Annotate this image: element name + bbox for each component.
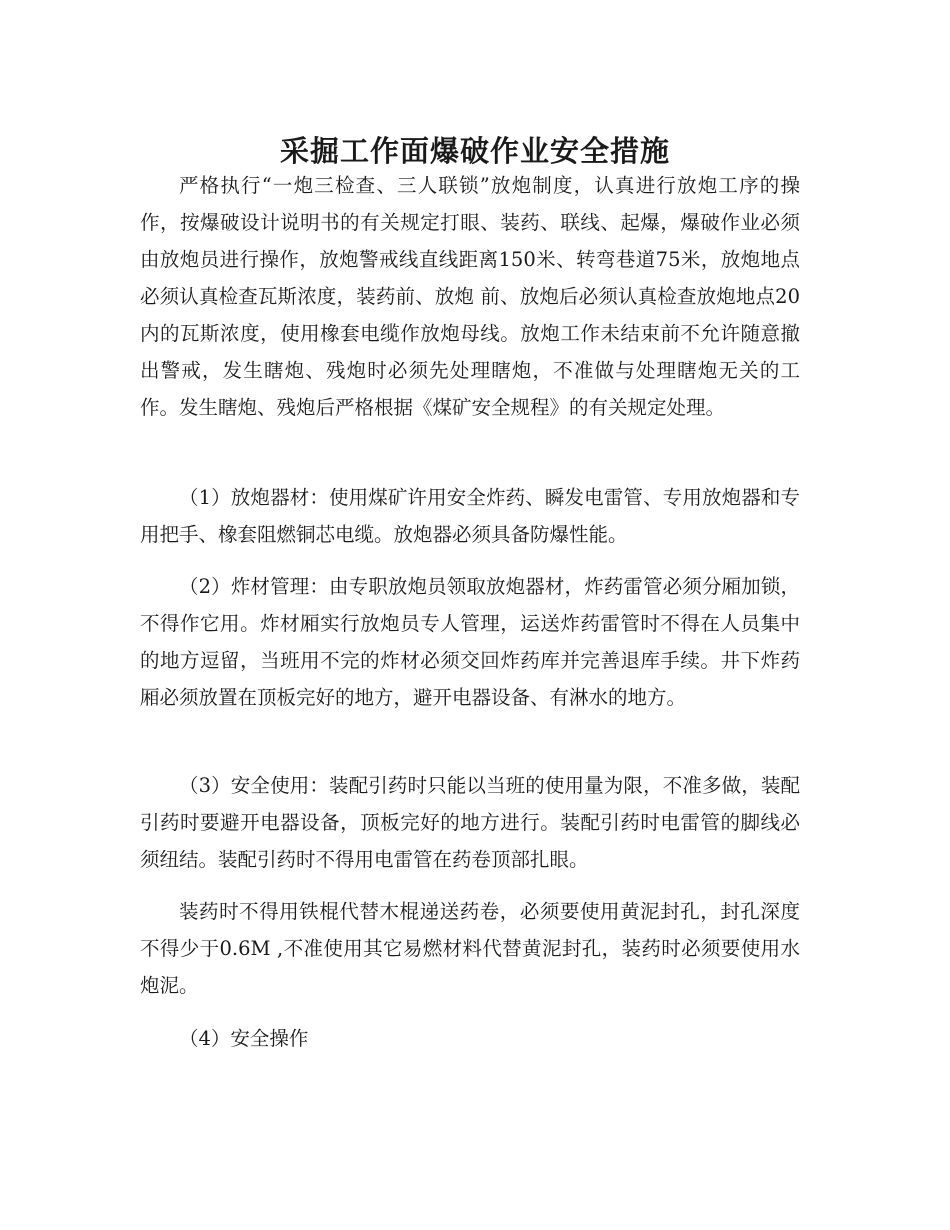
paragraph-blasting-equipment: （1）放炮器材：使用煤矿许用安全炸药、瞬发电雷管、专用放炮器和专用把手、橡套阻燃铜芯电缆。放炮器必须具备防爆性能。 [140,486,800,546]
paragraph-safe-use: （3）安全使用：装配引药时只能以当班的使用量为限，不准多做，装配引药时要避开电器设备，顶板完好的地方进行。装配引药时电雷管的脚线必须纽结。装配引药时不得用电雷管在药卷顶部扎眼。 [140,774,800,871]
paragraph-charging: 装药时不得用铁棍代替木棍递送药卷，必须要使用黄泥封孔，封孔深度不得少于0.6M ,不准使用其它易燃材料代替黄泥封孔，装药时必须要使用水炮泥。 [140,900,800,997]
paragraph-safe-operation-heading: （4）安全操作 [179,1027,309,1050]
document-title: 采掘工作面爆破作业安全措施 [279,134,670,169]
paragraph-blasting-system: 严格执行“一炮三检查、三人联锁”放炮制度，认真进行放炮工序的操作，按爆破设计说明书的有关规定打眼、装药、联线、起爆，爆破作业必须由放炮员进行操作，放炮警戒线直线距离150米、转弯巷道75米，放炮地点必须认真检查瓦斯浓度，装药前、放炮 前、放炮后必须认真检查放炮地点20内的瓦斯浓度，使用橡套电缆作放炮母线。放炮工作未结束前不允许随意撤出警戒，发生瞎炮、残炮时必须先处理瞎炮，不准做与处理瞎炮无关的工作。发生瞎炮、残炮后严格根据《煤矿安全规程》的有关规定处理。 [140,174,800,419]
paragraph-explosive-management: （2）炸材管理：由专职放炮员领取放炮器材，炸药雷管必须分厢加锁，不得作它用。炸材厢实行放炮员专人管理，运送炸药雷管时不得在人员集中的地方逗留，当班用不完的炸材必须交回炸药库并完善退库手续。井下炸药厢必须放置在顶板完好的地方，避开电器设备、有淋水的地方。 [140,575,800,709]
